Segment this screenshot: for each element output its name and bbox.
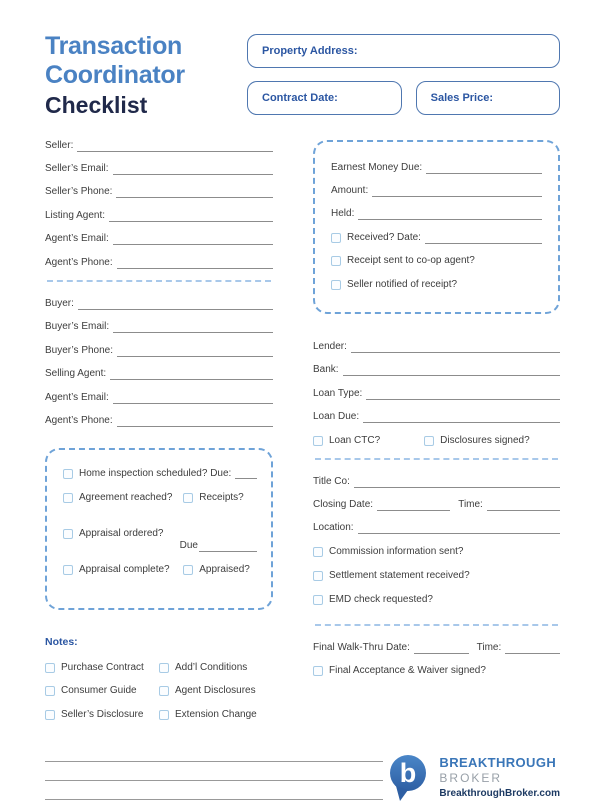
field-line[interactable] [113, 164, 273, 175]
field-listing-agent-email [45, 233, 273, 245]
field-label: Earnest Money Due: [331, 161, 423, 173]
field-line[interactable] [113, 393, 273, 404]
agent-disclosures-item [159, 685, 256, 697]
checkbox[interactable] [313, 571, 323, 581]
checkbox-label: Consumer Guide [61, 685, 137, 697]
checkbox[interactable] [313, 436, 323, 446]
checkbox-label: Receipt sent to co-op agent? [347, 255, 475, 267]
checkbox[interactable] [45, 663, 55, 673]
purchase-contract-item [45, 662, 159, 674]
field-line[interactable] [372, 186, 542, 197]
consumer-guide-item [45, 685, 159, 697]
field-selling-agent [45, 368, 273, 380]
field-line[interactable] [358, 209, 542, 220]
field-label: Seller’s Phone: [45, 186, 113, 198]
main-content [45, 140, 560, 733]
field-closing-date-time [313, 499, 560, 511]
checkbox-label: Extension Change [175, 708, 257, 720]
field-label: Buyer’s Email: [45, 321, 110, 333]
checkbox-label: Settlement statement received? [329, 569, 470, 581]
field-held [331, 208, 542, 220]
checkbox-label: Appraised? [199, 563, 250, 575]
field-buyer [45, 298, 273, 310]
field-label: Lender: [313, 340, 347, 352]
field-line[interactable] [426, 163, 542, 174]
sellers-disclosure-item [45, 709, 159, 721]
field-line[interactable] [354, 477, 560, 488]
checkbox[interactable] [313, 595, 323, 605]
title-line-2: Coordinator [45, 61, 185, 89]
field-buyer-phone [45, 345, 273, 357]
emd-check-item [313, 594, 560, 606]
checkbox[interactable] [313, 666, 323, 676]
field-loan-type [313, 388, 560, 400]
property-address-label: Property Address: [262, 45, 358, 57]
checkbox[interactable] [63, 493, 73, 503]
field-line[interactable] [77, 141, 273, 152]
field-label: Selling Agent: [45, 368, 107, 380]
checkbox-label: Received? Date: [347, 231, 421, 243]
appraisal-due-field [180, 540, 257, 552]
dashed-divider [315, 624, 558, 626]
checkbox[interactable] [63, 565, 73, 575]
note-line[interactable] [45, 746, 383, 762]
checkbox-label: Agreement reached? [79, 491, 173, 503]
field-line[interactable] [116, 187, 273, 198]
checkbox[interactable] [159, 686, 169, 696]
field-line[interactable] [425, 233, 542, 244]
settlement-received-item [313, 570, 560, 582]
checkbox[interactable] [183, 565, 193, 575]
field-line[interactable] [113, 322, 273, 333]
field-label: Closing Date: [313, 498, 374, 510]
field-label: Agent’s Phone: [45, 414, 113, 426]
field-label: Time: [476, 641, 502, 653]
checkbox-label: Seller’s Disclosure [61, 708, 144, 720]
speech-bubble-b-icon [386, 754, 430, 804]
logo-letter: b [400, 758, 417, 789]
lender-section [313, 341, 560, 447]
checkbox-label: Purchase Contract [61, 661, 144, 673]
field-line[interactable] [366, 389, 560, 400]
note-line[interactable] [45, 781, 383, 800]
field-line[interactable] [235, 468, 257, 479]
field-line[interactable] [363, 412, 560, 423]
field-label: Agent’s Email: [45, 391, 109, 403]
field-label: Seller: [45, 139, 74, 151]
checkbox-label: Home inspection scheduled? Due: [79, 467, 232, 479]
field-line[interactable] [199, 541, 257, 552]
received-date-item [331, 232, 542, 244]
field-line[interactable] [414, 643, 469, 654]
extension-change-item [159, 709, 257, 721]
field-loan-due [313, 411, 560, 423]
field-bank [313, 364, 560, 376]
commission-sent-item [313, 546, 560, 558]
checkbox[interactable] [331, 233, 341, 243]
field-label: Buyer: [45, 297, 74, 309]
field-selling-agent-email [45, 392, 273, 404]
title-line-1: Transaction [45, 32, 183, 60]
field-line[interactable] [505, 643, 560, 654]
brand-name-line1: BREAKTHROUGH [439, 755, 557, 771]
field-label: Held: [331, 208, 355, 220]
field-label: Final Walk-Thru Date: [313, 641, 410, 653]
field-seller-phone [45, 186, 273, 198]
addl-conditions-item [159, 662, 247, 674]
loan-ctc-item [313, 435, 424, 447]
notes-lines [45, 746, 383, 804]
field-seller [45, 140, 273, 152]
field-label: Due [179, 539, 198, 551]
field-seller-email [45, 163, 273, 175]
logo-text [439, 754, 560, 799]
field-label: Bank: [313, 364, 339, 376]
brand-name-line2: BROKER [439, 771, 503, 786]
checkbox[interactable] [63, 469, 73, 479]
field-label: Title Co: [313, 475, 350, 487]
field-label: Seller’s Email: [45, 162, 109, 174]
checkbox-label: Disclosures signed? [440, 434, 530, 446]
field-lender [313, 341, 560, 353]
field-label: Loan Due: [313, 411, 360, 423]
field-selling-agent-phone [45, 415, 273, 427]
contract-date-label: Contract Date: [262, 92, 338, 104]
field-final-walkthru [313, 642, 560, 654]
checkbox[interactable] [183, 493, 193, 503]
disclosures-signed-item [424, 435, 530, 447]
inspection-scheduled-item [63, 468, 257, 480]
left-column [45, 140, 273, 733]
checkbox-label: Final Acceptance & Waiver signed? [329, 665, 486, 677]
note-line[interactable] [45, 762, 383, 781]
dashed-divider [315, 458, 558, 460]
field-label: Agent’s Phone: [45, 256, 113, 268]
field-title-co [313, 476, 560, 488]
field-location [313, 522, 560, 534]
field-line[interactable] [343, 365, 560, 376]
checkbox[interactable] [313, 547, 323, 557]
appraisal-complete-item [63, 564, 183, 576]
property-address-field[interactable] [247, 34, 560, 68]
checkbox-label: Agent Disclosures [175, 685, 256, 697]
final-section [313, 642, 560, 677]
dashed-divider [47, 280, 271, 282]
field-label: Location: [313, 522, 354, 534]
brand-url: BreakthroughBroker.com [439, 788, 560, 800]
receipts-item [183, 492, 257, 504]
field-label: Loan Type: [313, 387, 363, 399]
checkbox-label: Seller notified of receipt? [347, 278, 458, 290]
agreement-reached-item [63, 492, 183, 504]
page-title [45, 30, 217, 120]
checkbox-label: Appraisal complete? [79, 563, 170, 575]
title-line-3: Checklist [45, 92, 148, 118]
field-line[interactable] [117, 346, 273, 357]
field-line[interactable] [113, 234, 273, 245]
checkbox-label: Loan CTC? [329, 434, 381, 446]
sales-price-label: Sales Price: [430, 92, 494, 104]
field-label: Buyer’s Phone: [45, 344, 114, 356]
field-line[interactable] [117, 258, 273, 269]
seller-section [45, 140, 273, 269]
receipt-sent-item [331, 255, 542, 267]
appraisal-ordered-item [63, 528, 180, 540]
contract-date-field[interactable] [247, 81, 402, 115]
field-label: Amount: [331, 184, 369, 196]
buyer-section [45, 298, 273, 427]
checkbox[interactable] [45, 686, 55, 696]
sales-price-field[interactable] [416, 81, 560, 115]
notes-heading: Notes: [45, 635, 78, 648]
field-amount [331, 185, 542, 197]
field-line[interactable] [78, 299, 273, 310]
breakthrough-broker-logo [386, 746, 560, 804]
checkbox[interactable] [45, 710, 55, 720]
field-label: Agent’s Email: [45, 233, 109, 245]
checkbox-label: Add’l Conditions [175, 661, 248, 673]
field-label: Listing Agent: [45, 209, 106, 221]
checkbox[interactable] [331, 280, 341, 290]
field-line[interactable] [377, 500, 450, 511]
field-listing-agent [45, 210, 273, 222]
checkbox-label: Commission information sent? [329, 545, 464, 557]
field-line[interactable] [487, 500, 560, 511]
checkbox-label: Receipts? [199, 491, 244, 503]
field-line[interactable] [109, 211, 273, 222]
checkbox[interactable] [331, 256, 341, 266]
checkbox[interactable] [159, 663, 169, 673]
field-line[interactable] [110, 369, 273, 380]
title-company-section [313, 476, 560, 606]
field-line[interactable] [117, 416, 273, 427]
field-label: Time: [458, 498, 483, 510]
footer [45, 746, 560, 804]
right-column [313, 140, 560, 733]
seller-notified-item [331, 279, 542, 291]
checkbox[interactable] [63, 529, 73, 539]
appraised-item [183, 564, 257, 576]
header-input-boxes [247, 30, 560, 120]
field-buyer-email [45, 321, 273, 333]
field-line[interactable] [351, 342, 560, 353]
field-listing-agent-phone [45, 257, 273, 269]
checkbox-label: Appraisal ordered? [79, 527, 164, 539]
earnest-money-box [313, 140, 560, 314]
header [45, 30, 560, 120]
checkbox[interactable] [424, 436, 434, 446]
final-acceptance-item [313, 665, 560, 677]
inspection-box [45, 448, 273, 610]
checkbox-label: EMD check requested? [329, 593, 433, 605]
field-line[interactable] [358, 523, 560, 534]
field-earnest-money-due [331, 162, 542, 174]
checkbox[interactable] [159, 710, 169, 720]
